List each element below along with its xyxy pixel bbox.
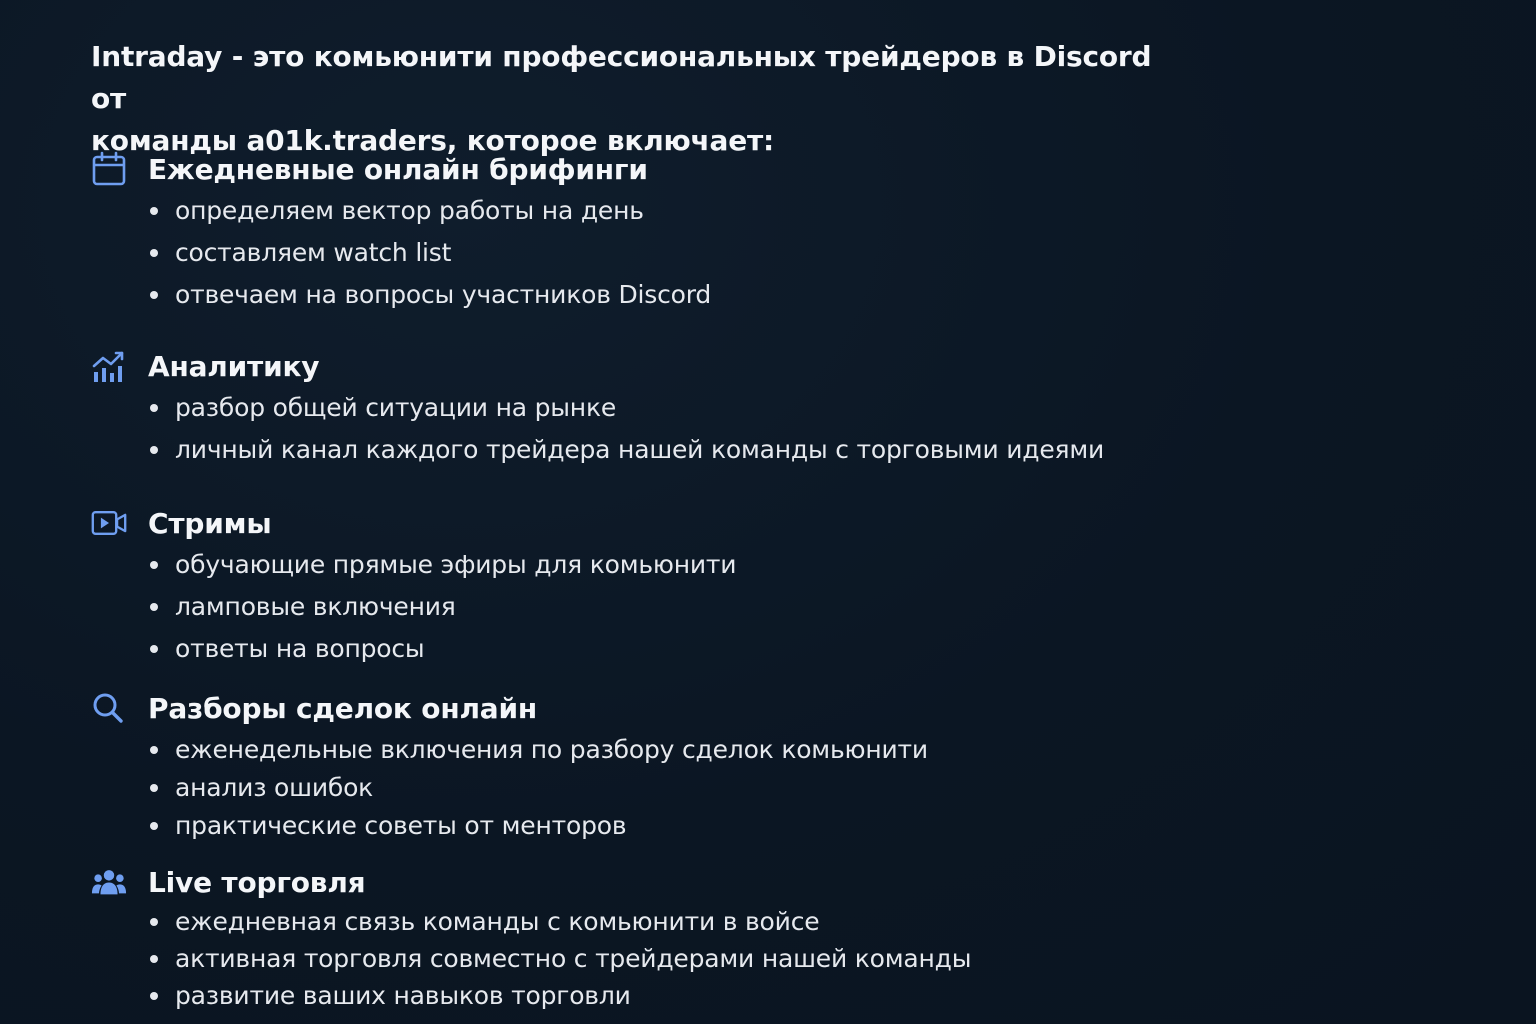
section-header [91,149,1191,189]
section-trade-reviews [91,688,1191,845]
section-header [91,862,1191,902]
list-item: анализ ошибок [148,769,1191,807]
section-header [91,688,1191,728]
bullet-list [91,903,1191,1014]
search-icon [91,690,127,726]
list-item: обучающие прямые эфиры для комьюнити [148,544,1191,586]
section-title: Live торговля [148,865,366,899]
list-item: определяем вектор работы на день [148,190,1191,232]
analytics-chart-icon [91,348,127,384]
calendar-icon [91,151,127,187]
list-item: личный канал каждого трейдера нашей команды с торговыми идеями [148,429,1191,471]
list-item: практические советы от менторов [148,807,1191,845]
intro-line-1: Intraday - это комьюнити профессиональных трейдеров в Discord от [91,40,1152,115]
video-camera-icon [91,505,127,541]
intro-text [91,36,1191,162]
list-item: разбор общей ситуации на рынке [148,387,1191,429]
section-title: Стримы [148,506,272,540]
bullet-list [91,731,1191,845]
section-daily-briefings [91,149,1191,316]
list-item: отвечаем на вопросы участников Discord [148,274,1191,316]
list-item: ответы на вопросы [148,628,1191,670]
list-item: ламповые включения [148,586,1191,628]
list-item: еженедельные включения по разбору сделок комьюнити [148,731,1191,769]
section-title: Разборы сделок онлайн [148,691,538,725]
bullet-list [91,544,1191,670]
section-title: Ежедневные онлайн брифинги [148,152,648,186]
list-item: составляем watch list [148,232,1191,274]
intro-line-2: команды a01k.traders, которое включает: [91,124,775,157]
section-streams [91,503,1191,670]
section-live-trading [91,862,1191,1014]
list-item: развитие ваших навыков торговли [148,977,1191,1014]
list-item: активная торговля совместно с трейдерами нашей команды [148,940,1191,977]
users-group-icon [91,864,127,900]
bullet-list [91,387,1191,471]
section-header [91,346,1191,386]
section-analytics [91,346,1191,471]
section-title: Аналитику [148,349,320,383]
section-header [91,503,1191,543]
bullet-list [91,190,1191,316]
page-content [91,36,1191,162]
list-item: ежедневная связь команды с комьюнити в войсе [148,903,1191,940]
